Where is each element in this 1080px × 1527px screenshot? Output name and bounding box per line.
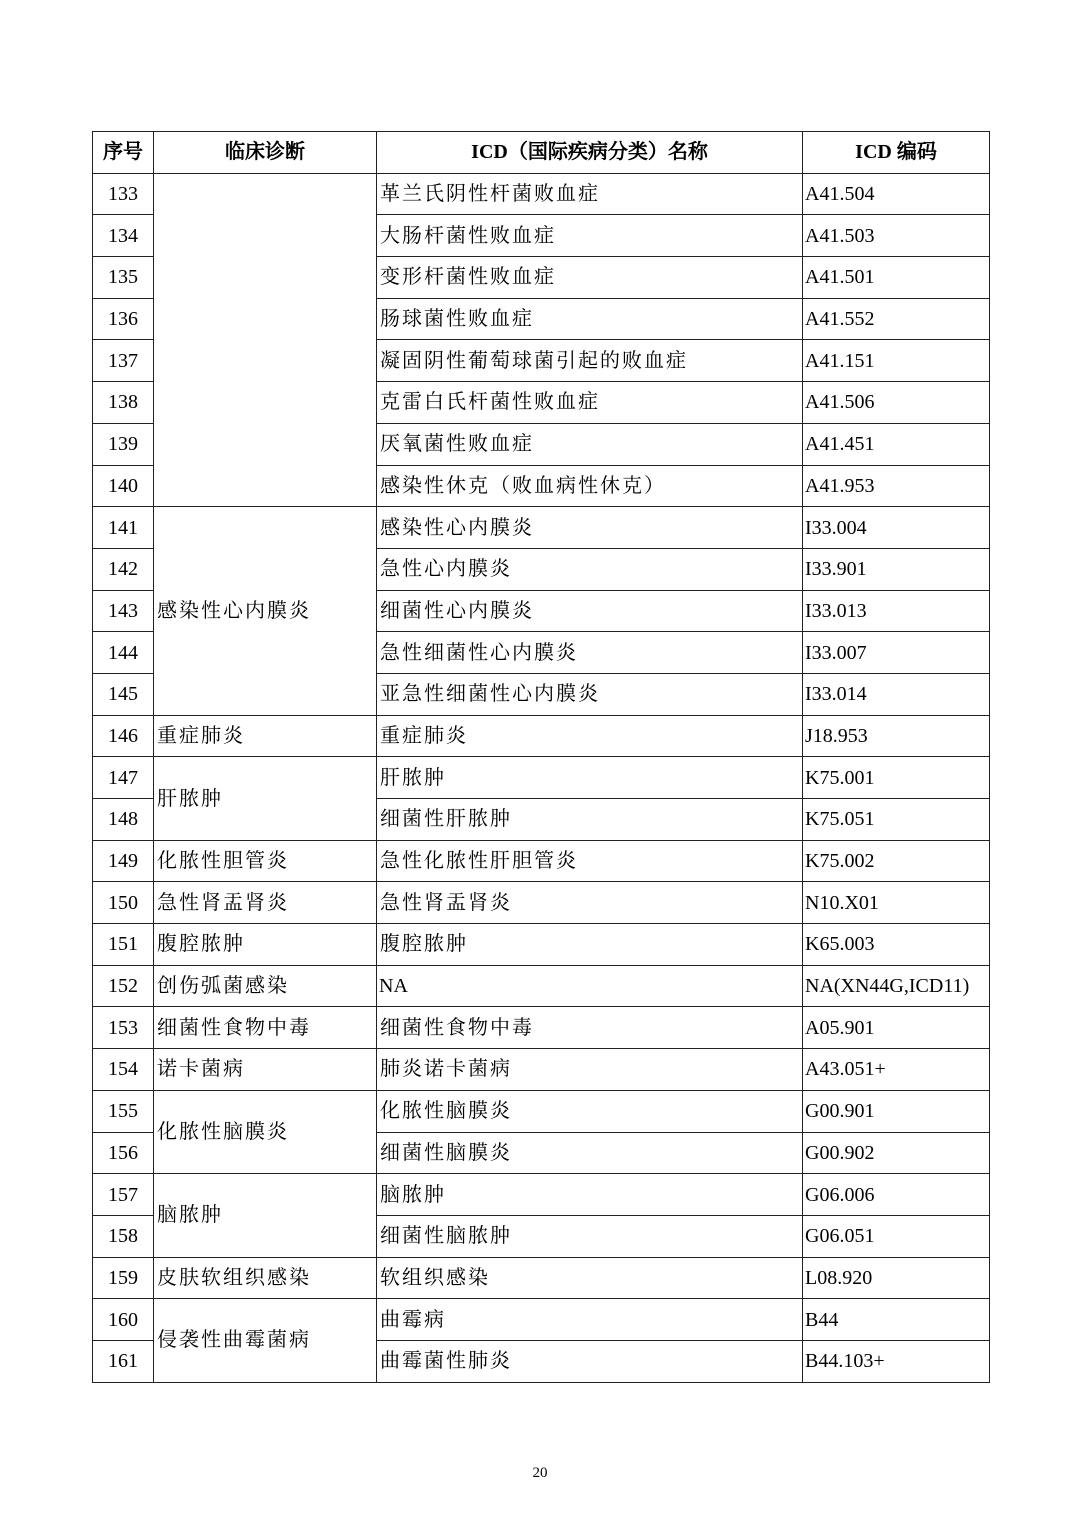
icd-name-cell: 细菌性脑脓肿 [377, 1215, 803, 1257]
icd-name-cell: 肝脓肿 [377, 757, 803, 799]
icd-name-cell: 曲霉菌性肺炎 [377, 1340, 803, 1382]
icd-name-cell: 感染性休克（败血病性休克） [377, 465, 803, 507]
seq-cell: 146 [93, 715, 154, 757]
icd-name-cell: 感染性心内膜炎 [377, 507, 803, 549]
diagnosis-cell: 化脓性胆管炎 [154, 840, 377, 882]
seq-cell: 137 [93, 340, 154, 382]
table-row [93, 1007, 990, 1049]
seq-cell: 140 [93, 465, 154, 507]
icd-name-cell: NA [377, 965, 803, 1007]
icd-name-cell: 亚急性细菌性心内膜炎 [377, 673, 803, 715]
header-diagnosis: 临床诊断 [154, 132, 377, 174]
table-row [93, 1174, 990, 1216]
icd-code-cell: NA(XN44G,ICD11) [803, 965, 990, 1007]
seq-cell: 143 [93, 590, 154, 632]
seq-cell: 155 [93, 1090, 154, 1132]
icd-code-cell: A41.501 [803, 257, 990, 299]
table-row [93, 1257, 990, 1299]
seq-cell: 138 [93, 382, 154, 424]
icd-code-cell: L08.920 [803, 1257, 990, 1299]
icd-code-cell: K75.051 [803, 799, 990, 841]
icd-name-cell: 厌氧菌性败血症 [377, 423, 803, 465]
seq-cell: 156 [93, 1132, 154, 1174]
seq-cell: 153 [93, 1007, 154, 1049]
icd-name-cell: 急性细菌性心内膜炎 [377, 632, 803, 674]
icd-code-cell: B44.103+ [803, 1340, 990, 1382]
seq-cell: 133 [93, 173, 154, 215]
seq-cell: 159 [93, 1257, 154, 1299]
icd-code-cell: I33.004 [803, 507, 990, 549]
table-row [93, 882, 990, 924]
icd-code-cell: A43.051+ [803, 1049, 990, 1091]
table-row [93, 840, 990, 882]
icd-name-cell: 曲霉病 [377, 1299, 803, 1341]
icd-code-cell: G06.006 [803, 1174, 990, 1216]
diagnosis-cell: 急性肾盂肾炎 [154, 882, 377, 924]
diagnosis-cell: 创伤弧菌感染 [154, 965, 377, 1007]
icd-name-cell: 化脓性脑膜炎 [377, 1090, 803, 1132]
icd-code-cell: A41.503 [803, 215, 990, 257]
seq-cell: 151 [93, 924, 154, 966]
page-number: 20 [532, 1465, 548, 1481]
icd-code-cell: K75.002 [803, 840, 990, 882]
seq-cell: 147 [93, 757, 154, 799]
icd-code-cell: I33.013 [803, 590, 990, 632]
seq-cell: 160 [93, 1299, 154, 1341]
seq-cell: 139 [93, 423, 154, 465]
icd-code-cell: G06.051 [803, 1215, 990, 1257]
diagnosis-cell: 腹腔脓肿 [154, 924, 377, 966]
header-icd-code: ICD 编码 [803, 132, 990, 174]
icd-code-cell: K75.001 [803, 757, 990, 799]
seq-cell: 134 [93, 215, 154, 257]
icd-code-cell: K65.003 [803, 924, 990, 966]
icd-name-cell: 克雷白氏杆菌性败血症 [377, 382, 803, 424]
seq-cell: 141 [93, 507, 154, 549]
diagnosis-cell: 皮肤软组织感染 [154, 1257, 377, 1299]
diagnosis-cell: 感染性心内膜炎 [154, 507, 377, 715]
icd-code-cell: N10.X01 [803, 882, 990, 924]
table-row [93, 715, 990, 757]
seq-cell: 157 [93, 1174, 154, 1216]
table-header-row [93, 132, 990, 174]
seq-cell: 158 [93, 1215, 154, 1257]
seq-cell: 161 [93, 1340, 154, 1382]
seq-cell: 152 [93, 965, 154, 1007]
seq-cell: 136 [93, 298, 154, 340]
icd-code-cell: A41.451 [803, 423, 990, 465]
icd-name-cell: 脑脓肿 [377, 1174, 803, 1216]
diagnosis-cell: 细菌性食物中毒 [154, 1007, 377, 1049]
icd-code-cell: A41.506 [803, 382, 990, 424]
diagnosis-cell: 诺卡菌病 [154, 1049, 377, 1091]
seq-cell: 142 [93, 548, 154, 590]
seq-cell: 144 [93, 632, 154, 674]
seq-cell: 149 [93, 840, 154, 882]
icd-code-cell: I33.007 [803, 632, 990, 674]
table-row [93, 924, 990, 966]
table-row [93, 173, 990, 215]
header-icd-name: ICD（国际疾病分类）名称 [377, 132, 803, 174]
icd-code-cell: A41.953 [803, 465, 990, 507]
icd-name-cell: 急性肾盂肾炎 [377, 882, 803, 924]
icd-name-cell: 凝固阴性葡萄球菌引起的败血症 [377, 340, 803, 382]
seq-cell: 154 [93, 1049, 154, 1091]
seq-cell: 145 [93, 673, 154, 715]
icd-name-cell: 细菌性脑膜炎 [377, 1132, 803, 1174]
icd-name-cell: 革兰氏阴性杆菌败血症 [377, 173, 803, 215]
diagnosis-cell: 重症肺炎 [154, 715, 377, 757]
icd-code-cell: I33.901 [803, 548, 990, 590]
table-row [93, 1299, 990, 1341]
icd-name-cell: 腹腔脓肿 [377, 924, 803, 966]
icd-name-cell: 变形杆菌性败血症 [377, 257, 803, 299]
table-row [93, 1090, 990, 1132]
table-row [93, 1049, 990, 1091]
icd-name-cell: 肺炎诺卡菌病 [377, 1049, 803, 1091]
icd-name-cell: 急性化脓性肝胆管炎 [377, 840, 803, 882]
icd-table [92, 131, 990, 1383]
seq-cell: 150 [93, 882, 154, 924]
diagnosis-cell: 化脓性脑膜炎 [154, 1090, 377, 1173]
icd-name-cell: 重症肺炎 [377, 715, 803, 757]
seq-cell: 148 [93, 799, 154, 841]
icd-code-cell: G00.902 [803, 1132, 990, 1174]
icd-name-cell: 肠球菌性败血症 [377, 298, 803, 340]
icd-name-cell: 急性心内膜炎 [377, 548, 803, 590]
table-row [93, 757, 990, 799]
seq-cell: 135 [93, 257, 154, 299]
diagnosis-cell: 侵袭性曲霉菌病 [154, 1299, 377, 1382]
icd-code-cell: G00.901 [803, 1090, 990, 1132]
diagnosis-cell [154, 173, 377, 507]
icd-name-cell: 软组织感染 [377, 1257, 803, 1299]
table-row [93, 965, 990, 1007]
icd-code-cell: A41.151 [803, 340, 990, 382]
icd-name-cell: 大肠杆菌性败血症 [377, 215, 803, 257]
icd-code-cell: I33.014 [803, 673, 990, 715]
icd-name-cell: 细菌性肝脓肿 [377, 799, 803, 841]
icd-code-cell: J18.953 [803, 715, 990, 757]
icd-code-cell: A05.901 [803, 1007, 990, 1049]
diagnosis-cell: 肝脓肿 [154, 757, 377, 840]
diagnosis-cell: 脑脓肿 [154, 1174, 377, 1257]
header-seq: 序号 [93, 132, 154, 174]
icd-code-cell: B44 [803, 1299, 990, 1341]
icd-name-cell: 细菌性食物中毒 [377, 1007, 803, 1049]
icd-code-cell: A41.504 [803, 173, 990, 215]
icd-name-cell: 细菌性心内膜炎 [377, 590, 803, 632]
icd-code-cell: A41.552 [803, 298, 990, 340]
table-row [93, 507, 990, 549]
